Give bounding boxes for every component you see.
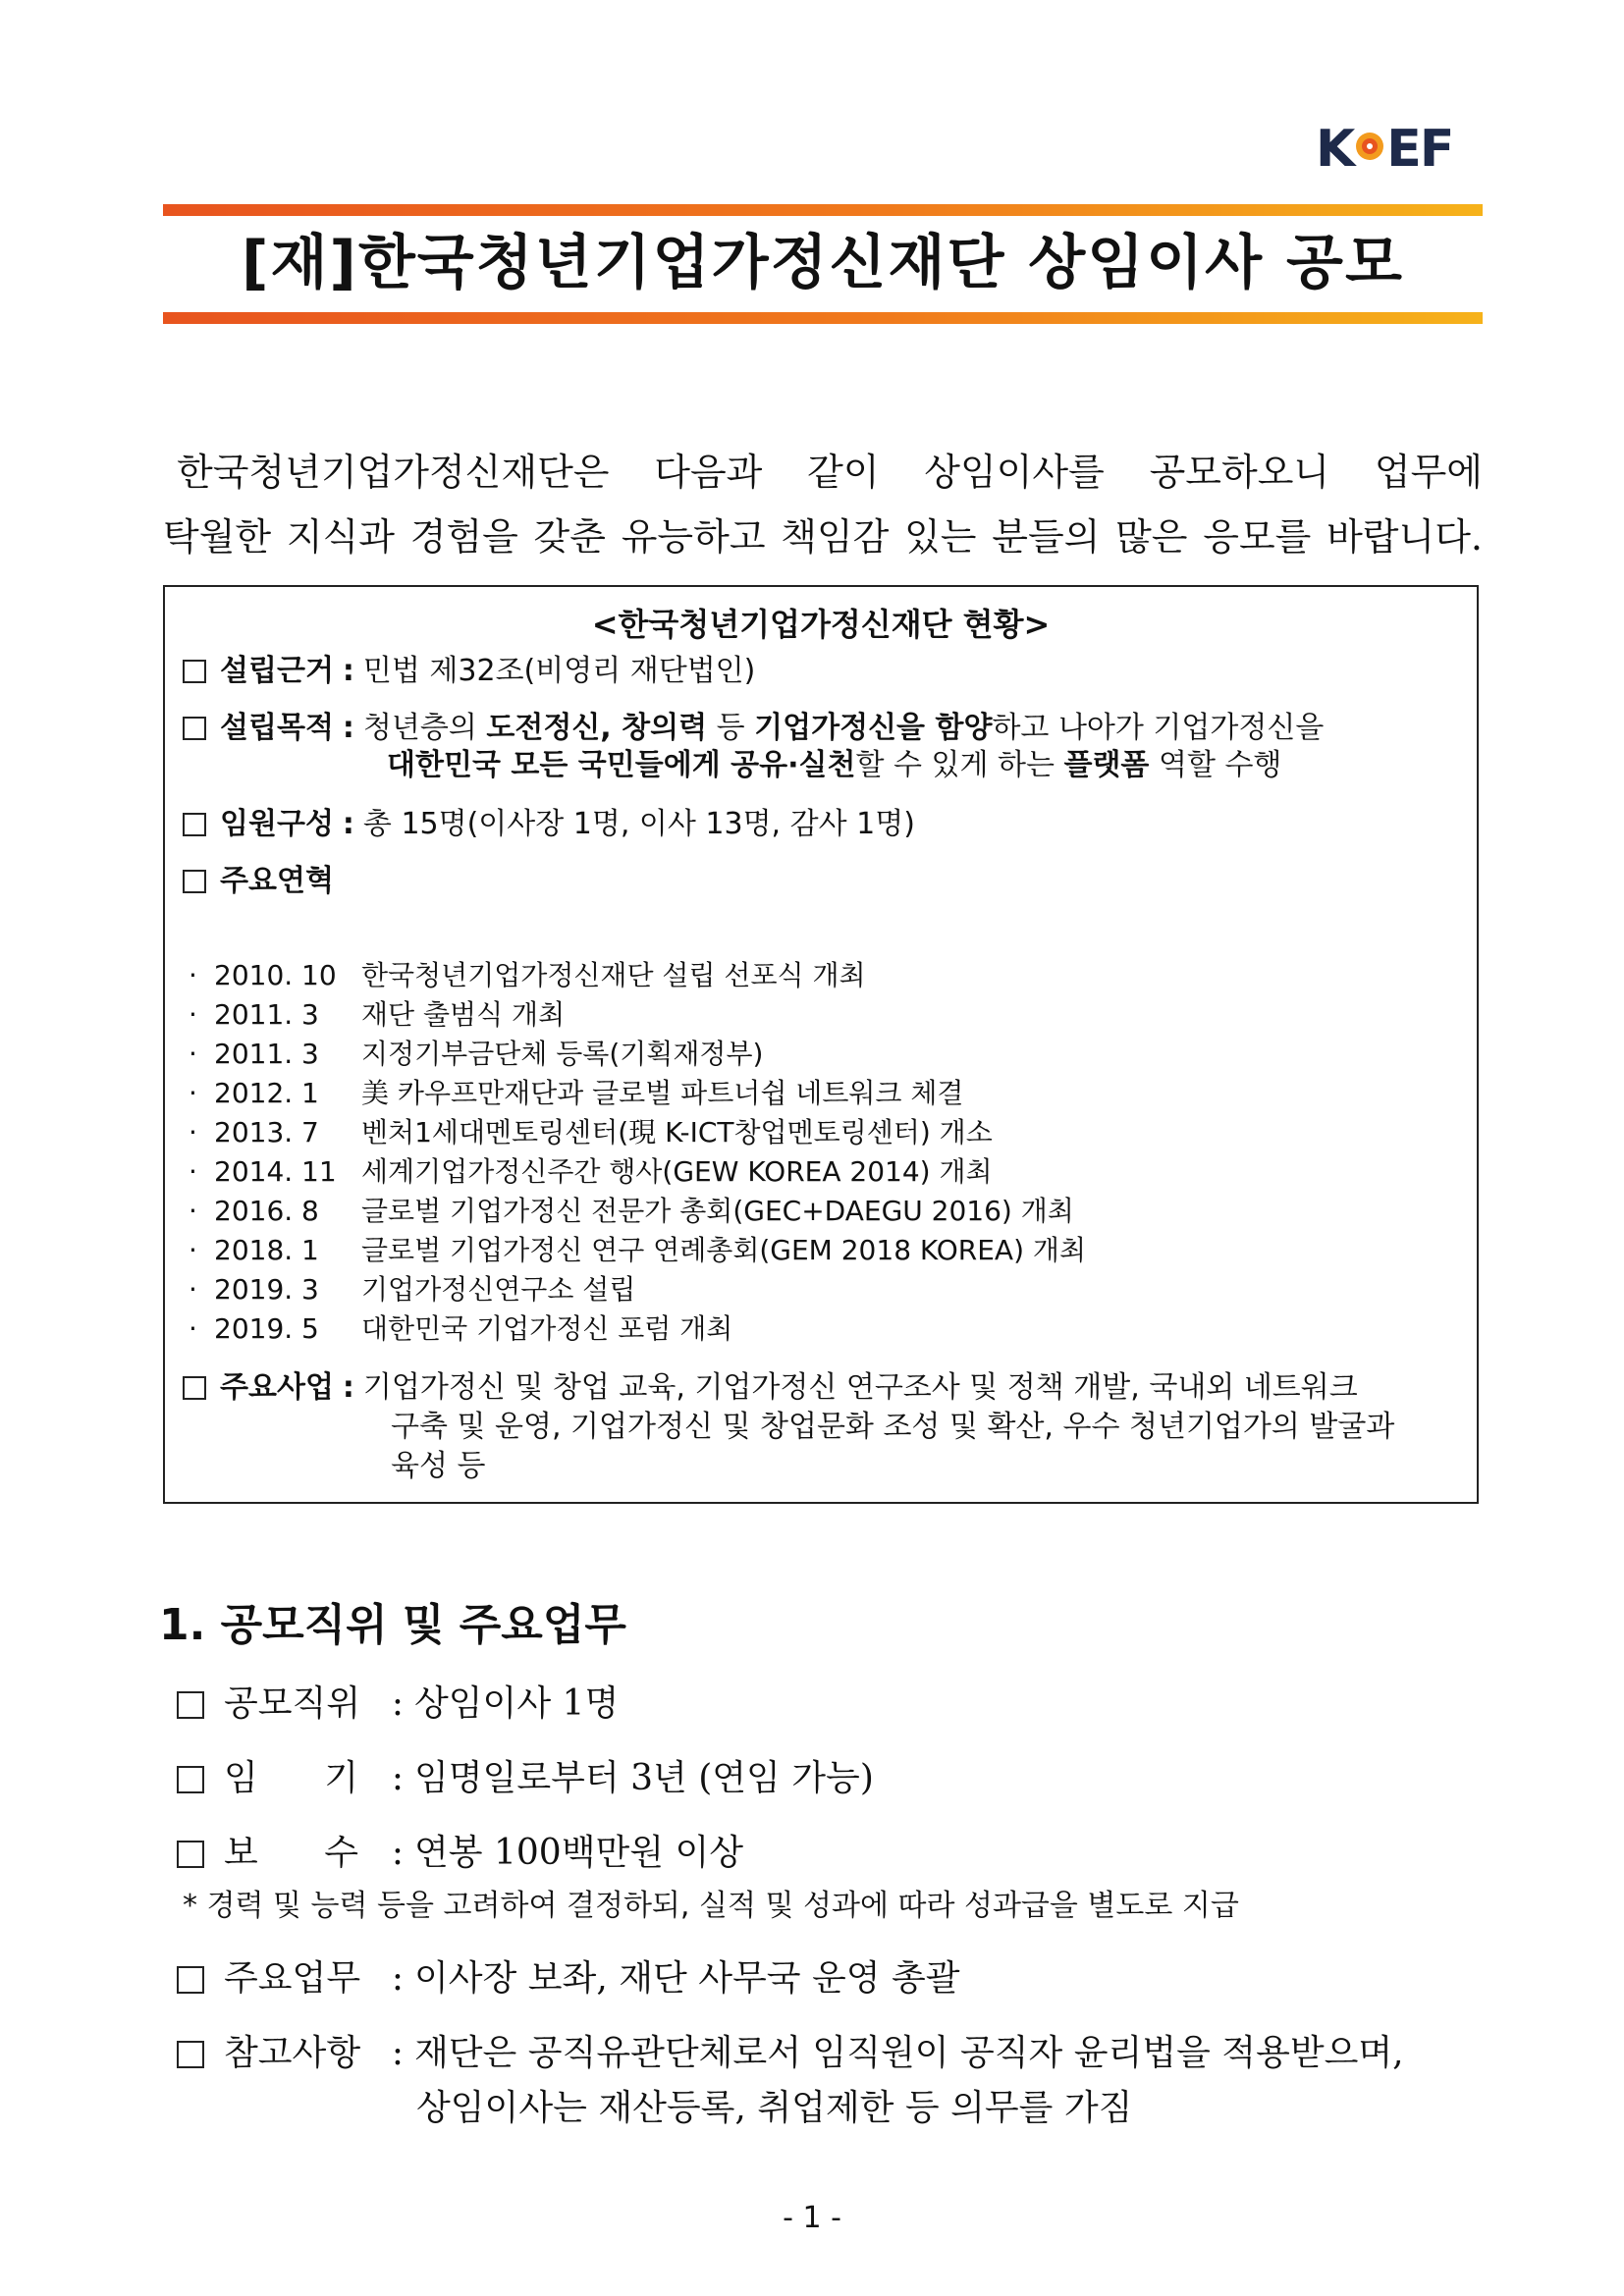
- purpose-text-2c: 플랫폼: [1063, 748, 1150, 782]
- pay-label: 보 수: [224, 1833, 358, 1873]
- section-1-title: 1. 공모직위 및 주요업무: [159, 1600, 626, 1650]
- term-label: 임 기: [224, 1758, 358, 1798]
- checkbox-icon: [183, 717, 206, 740]
- business-line-1: 기업가정신 및 창업 교육, 기업가정신 연구조사 및 정책 개발, 국내외 네트워크: [362, 1370, 1358, 1405]
- business-label: 주요사업: [220, 1370, 334, 1405]
- page-number: - 1 -: [783, 2201, 841, 2235]
- duties-row: 주요업무 : 이사장 보좌, 재단 사무국 운영 총괄: [177, 1953, 960, 2004]
- purpose-text-1a: 청년층의: [362, 711, 487, 745]
- history-item: · 2016. 8 글로벌 기업가정신 전문가 총회(GEC+DAEGU 2016) 개최: [189, 1195, 1074, 1227]
- officers-label: 임원구성: [220, 807, 334, 841]
- checkbox-icon: [177, 1966, 204, 1994]
- business-row: 주요사업 : 기업가정신 및 창업 교육, 기업가정신 연구조사 및 정책 개발, 국내외 네트워크: [183, 1368, 1358, 1408]
- duties-value: 이사장 보좌, 재단 사무국 운영 총괄: [414, 1958, 960, 1999]
- pay-row: 보 수 : 연봉 100백만원 이상: [177, 1828, 743, 1879]
- officers-row: 임원구성 : 총 15명(이사장 1명, 이사 13명, 감사 1명): [183, 805, 915, 844]
- logo-o-mark-icon: [1354, 116, 1385, 147]
- status-box-title: <한국청년기업가정신재단 현황>: [591, 606, 1051, 643]
- checkbox-icon: [177, 1766, 204, 1793]
- history-row: [183, 862, 334, 901]
- position-label: 공모직위: [224, 1683, 361, 1724]
- checkbox-icon: [183, 1376, 206, 1400]
- history-item: · 2013. 7 벤처1세대멘토링센터(現 K-ICT창업멘토링센터) 개소: [189, 1116, 993, 1148]
- purpose-text-2a: 대한민국 모든 국민들에게 공유·실천: [387, 748, 856, 782]
- history-item: · 2012. 1 美 카우프만재단과 글로벌 파트너쉽 네트워크 체결: [189, 1077, 964, 1109]
- purpose-text-2b: 할 수 있게 하는: [855, 748, 1064, 782]
- history-item: · 2019. 3 기업가정신연구소 설립: [189, 1273, 636, 1306]
- basis-label: 설립근거: [220, 654, 334, 688]
- business-line-2: 구축 및 운영, 기업가정신 및 창업문화 조성 및 확산, 우수 청년기업가의 발굴과: [391, 1410, 1395, 1444]
- checkbox-icon: [183, 813, 206, 836]
- history-item: · 2014. 11 세계기업가정신주간 행사(GEW KOREA 2014) 개최: [189, 1155, 993, 1188]
- term-value: 임명일로부터 3년 (연임 가능): [414, 1758, 874, 1798]
- duties-label: 주요업무: [224, 1958, 361, 1999]
- intro-paragraph: [163, 440, 1483, 569]
- page-title: [재]한국청년기업가정신재단 상임이사 공모: [242, 229, 1404, 297]
- basis-row: 설립근거 : 민법 제32조(비영리 재단법인): [183, 652, 755, 691]
- history-item: · 2010. 10 한국청년기업가정신재단 설립 선포식 개최: [189, 959, 866, 991]
- purpose-text-1d: 기업가정신을 함양: [754, 711, 993, 745]
- title-top-bar: [163, 204, 1483, 216]
- pay-value: 연봉 100백만원 이상: [414, 1833, 744, 1873]
- intro-line-2: 탁월한 지식과 경험을 갖춘 유능하고 책임감 있는 분들의 많은 응모를 바랍니다.: [163, 515, 1483, 559]
- title-bottom-bar: [163, 312, 1483, 324]
- term-row: 임 기 : 임명일로부터 3년 (연임 가능): [177, 1753, 874, 1804]
- history-label: 주요연혁: [220, 864, 334, 898]
- checkbox-icon: [177, 1691, 204, 1719]
- reference-row: 참고사항 : 재단은 공직유관단체로서 임직원이 공직자 윤리법을 적용받으며,: [177, 2028, 1404, 2079]
- checkbox-icon: [177, 2041, 204, 2068]
- history-item: · 2018. 1 글로벌 기업가정신 연구 연례총회(GEM 2018 KOREA) 개최: [189, 1234, 1086, 1266]
- position-value: 상임이사 1명: [414, 1683, 620, 1724]
- reference-line-2: 상임이사는 재산등록, 취업제한 등 의무를 가짐: [416, 2088, 1133, 2128]
- logo-letter-k: K: [1316, 120, 1354, 179]
- business-line-3: 육성 등: [391, 1449, 486, 1483]
- foundation-status-box: [163, 585, 1479, 1504]
- purpose-text-1e: 하고 나아가 기업가정신을: [992, 711, 1325, 745]
- history-item: · 2019. 5 대한민국 기업가정신 포럼 개최: [189, 1312, 733, 1345]
- history-item: · 2011. 3 재단 출범식 개최: [189, 998, 566, 1031]
- checkbox-icon: [183, 660, 206, 683]
- pay-note: * 경력 및 능력 등을 고려하여 결정하되, 실적 및 성과에 따라 성과급을 별도로 지급: [183, 1889, 1239, 1923]
- officers-value: 총 15명(이사장 1명, 이사 13명, 감사 1명): [362, 807, 915, 841]
- reference-label: 참고사항: [224, 2033, 361, 2073]
- logo-letters-ef: EF: [1386, 120, 1453, 179]
- purpose-text-2d: 역할 수행: [1149, 748, 1282, 782]
- purpose-text-1c: 등: [707, 711, 755, 745]
- history-item: · 2011. 3 지정기부금단체 등록(기획재정부): [189, 1038, 764, 1070]
- koef-logo: [1316, 116, 1481, 179]
- reference-line-1: 재단은 공직유관단체로서 임직원이 공직자 윤리법을 적용받으며,: [414, 2033, 1404, 2073]
- position-row: 공모직위 : 상임이사 1명: [177, 1679, 619, 1730]
- checkbox-icon: [177, 1841, 204, 1868]
- purpose-row-cont: [387, 746, 1281, 785]
- purpose-row: 설립목적 : 청년층의 도전정신, 창의력 등 기업가정신을 함양하고 나아가 기업가정신을: [183, 709, 1324, 748]
- basis-value: 민법 제32조(비영리 재단법인): [362, 654, 756, 688]
- purpose-text-1b: 도전정신, 창의력: [486, 711, 708, 745]
- intro-line-1: 한국청년기업가정신재단은 다음과 같이 상임이사를 공모하오니 업무에: [177, 451, 1483, 494]
- purpose-label: 설립목적: [220, 711, 334, 745]
- checkbox-icon: [183, 870, 206, 893]
